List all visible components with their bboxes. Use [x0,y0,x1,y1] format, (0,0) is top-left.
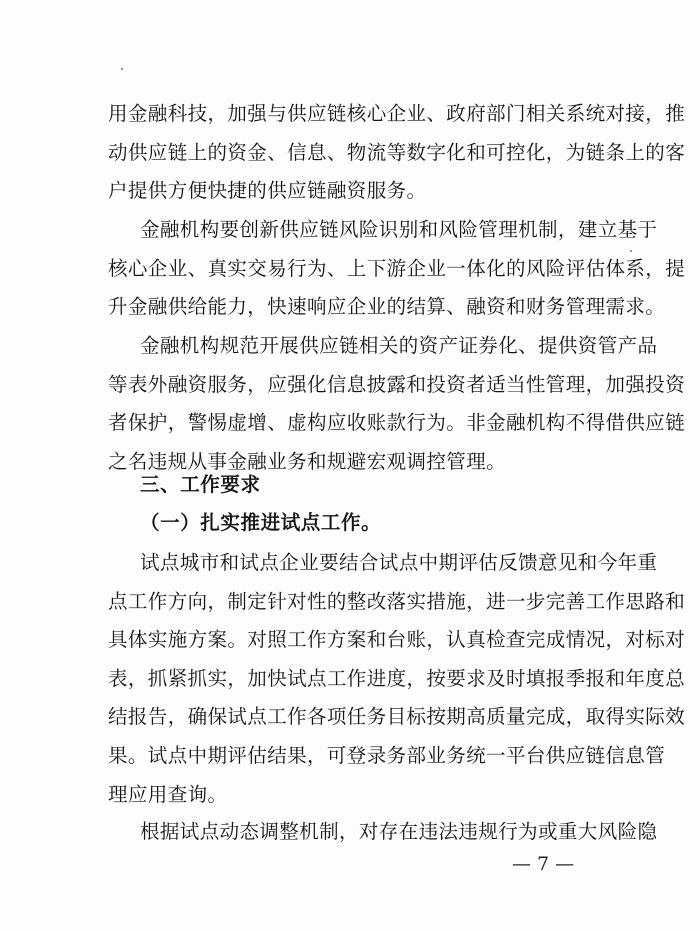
text-line: 金融机构要创新供应链风险识别和风险管理机制，建立基于 [140,218,658,241]
text-line: 金融机构规范开展供应链相关的资产证券化、提供资管产品 [140,334,658,357]
text-line: 等表外融资服务，应强化信息披露和投资者适当性管理，加强投资 [108,372,686,396]
text-line: 之名违规从事金融业务和规避宏观调控管理。 [108,449,507,473]
text-line: 具体实施方案。对照工作方案和台账，认真检查完成情况，对标对 [108,628,686,652]
text-line: 结报告，确保试点工作各项任务目标按期高质量完成，取得实际效 [108,705,686,729]
paragraph-1 [108,95,686,211]
paragraph-4 [108,544,686,814]
scan-speck [630,250,632,252]
text-line: 点工作方向，制定针对性的整改落实措施，进一步完善工作思路和 [108,589,686,613]
text-line: 升金融供给能力，快速响应企业的结算、融资和财务管理需求。 [108,295,666,319]
text-line: 试点城市和试点企业要结合试点中期评估反馈意见和今年重 [140,551,658,574]
text-line: 用金融科技，加强与供应链核心企业、政府部门相关系统对接，推 [108,102,686,125]
subsection-heading: （一）扎实推进试点工作。 [140,511,382,534]
text-line: 户提供方便快捷的供应链融资服务。 [108,179,427,203]
paragraph-2 [108,211,686,327]
text-line: 根据试点动态调整机制，对存在违法违规行为或重大风险隐 [140,820,658,843]
text-line: 核心企业、真实交易行为、上下游企业一体化的风险评估体系，提 [108,256,686,280]
text-line: 果。试点中期评估结果，可登录务部业务统一平台供应链信息管 [108,743,666,767]
text-line: 动供应链上的资金、信息、物流等数字化和可控化，为链条上的客 [108,140,686,164]
text-line: 理应用查询。 [108,782,228,806]
text-line: 表，抓紧抓实，加快试点工作进度，按要求及时填报季报和年度总 [108,666,686,690]
section-heading: 三、工作要求 [140,473,261,496]
page-number: — 7 — [512,853,575,875]
paragraph-5 [108,813,658,851]
text-line: 者保护，警惕虚增、虚构应收账款行为。非金融机构不得借供应链 [108,411,686,435]
paragraph-3 [108,327,686,481]
scan-speck [121,68,123,70]
